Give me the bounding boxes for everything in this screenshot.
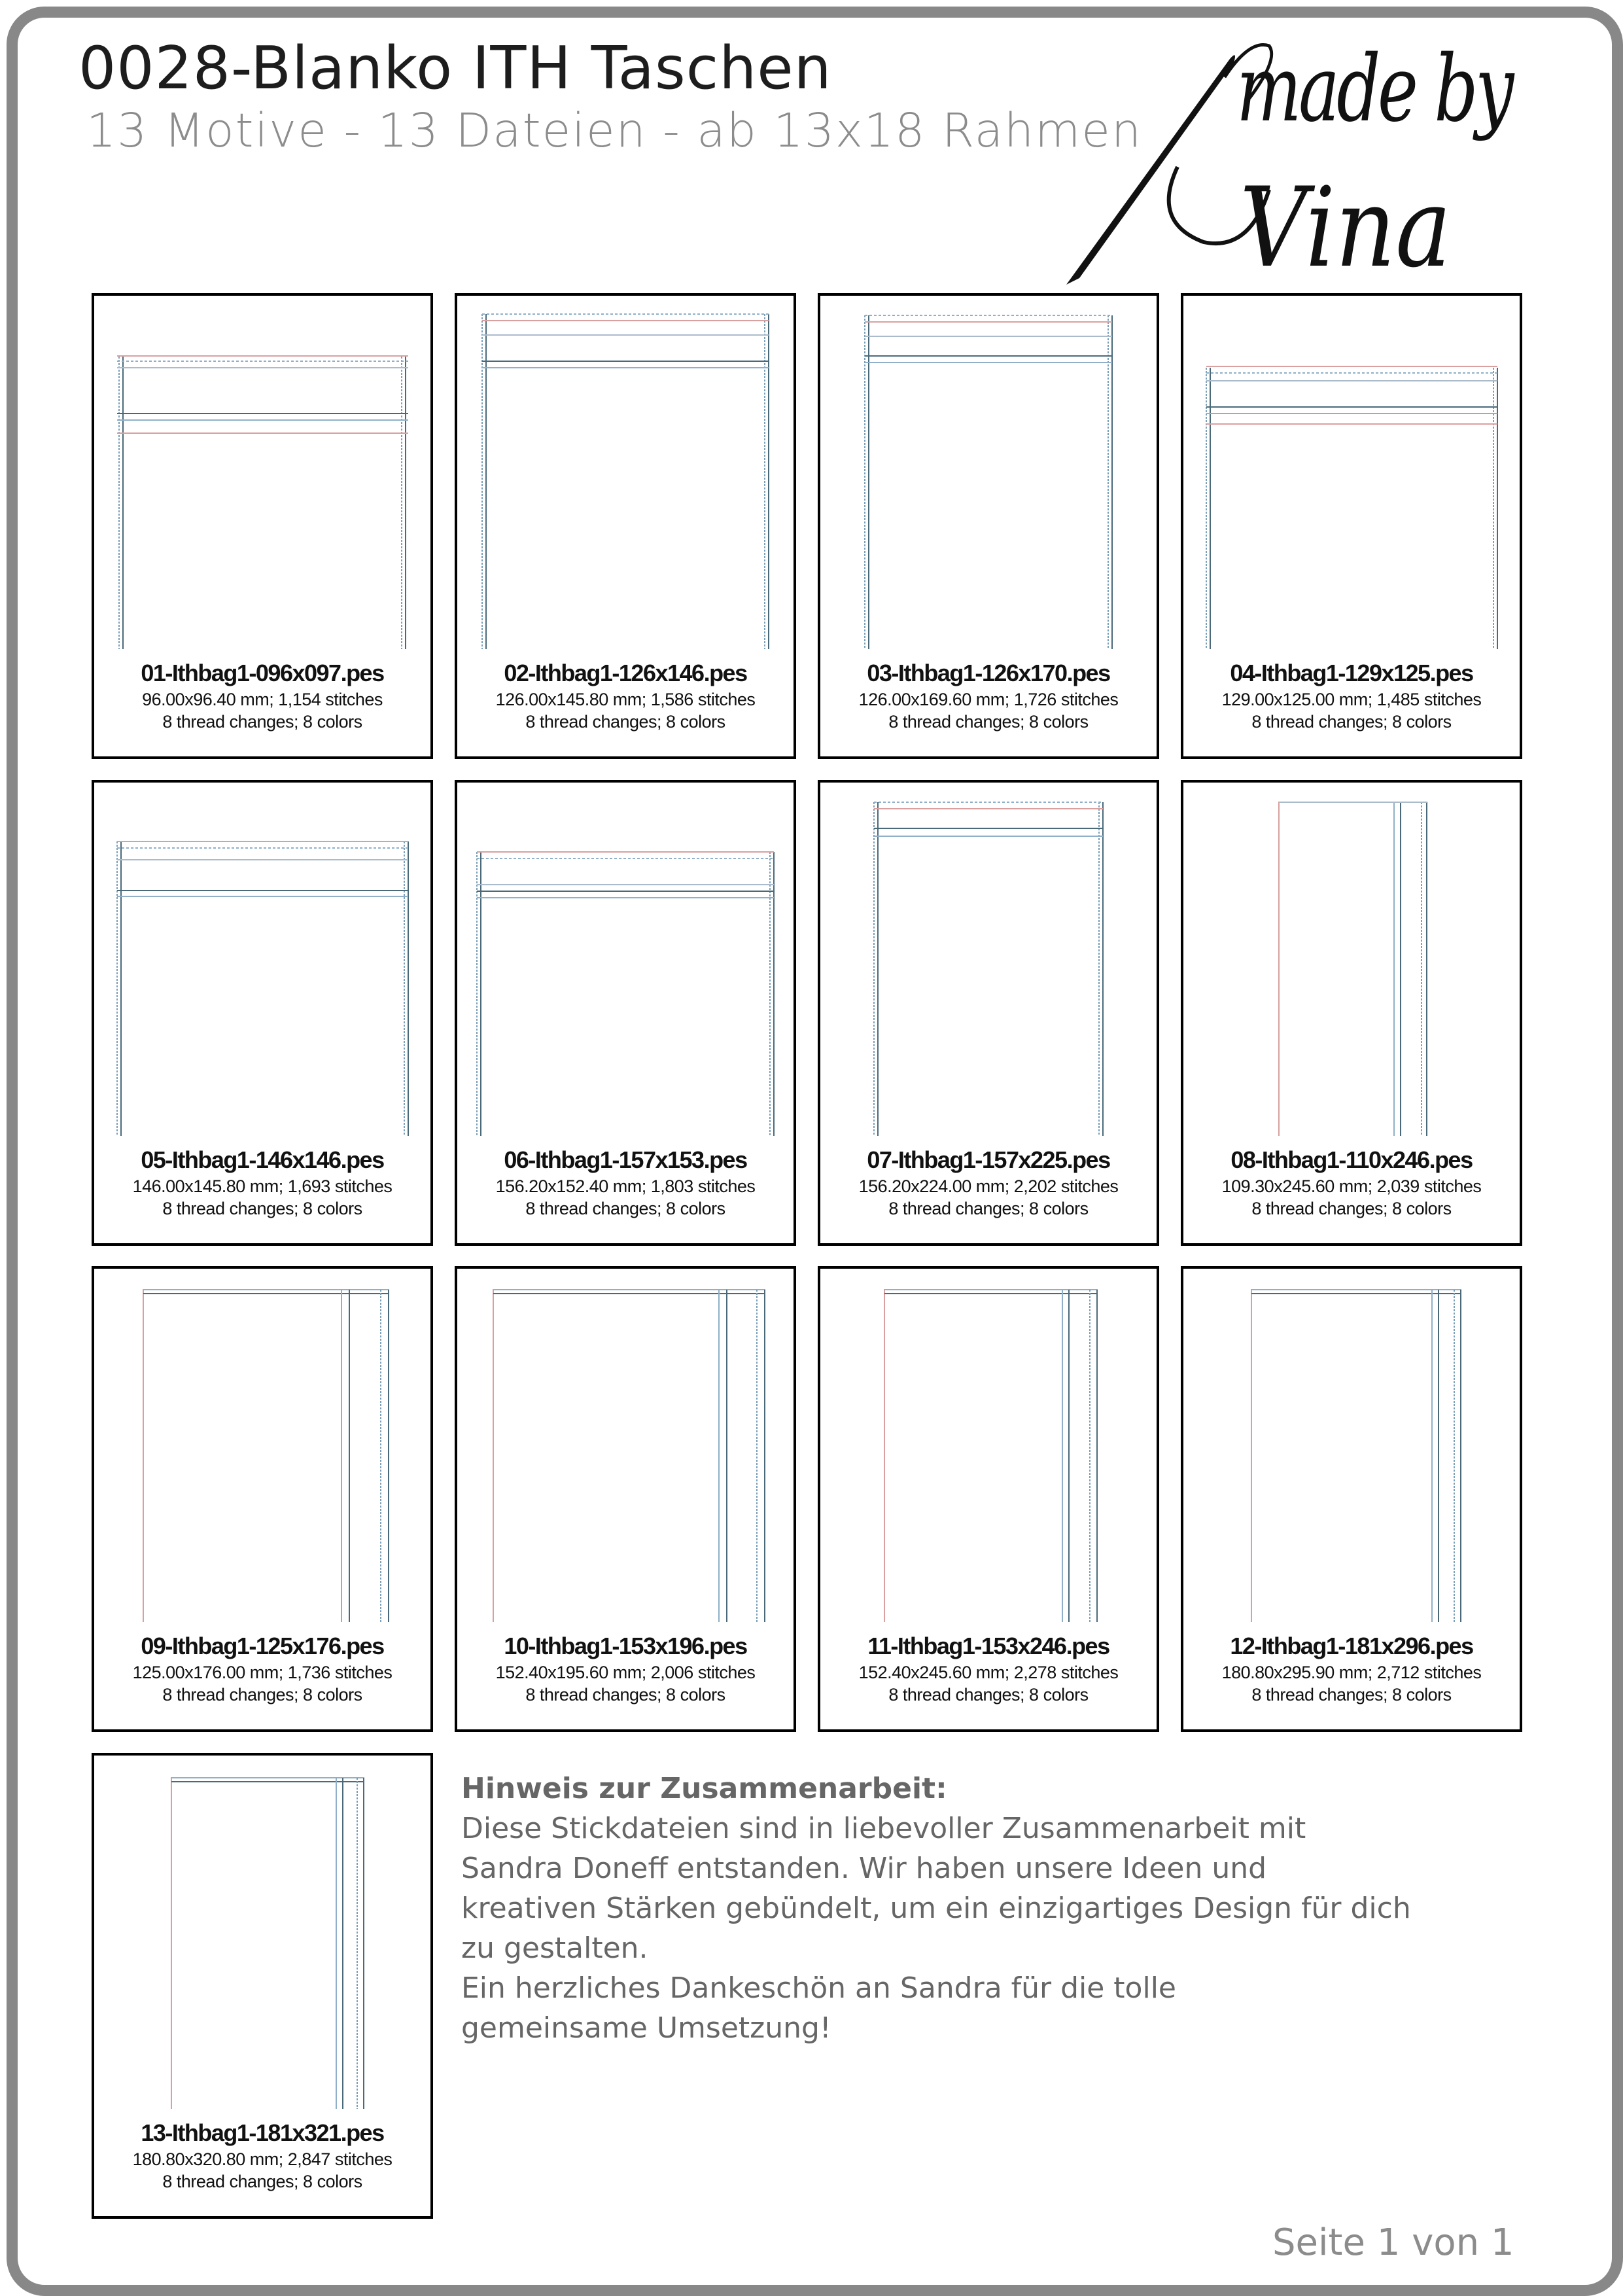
design-meta: 152.40x245.60 mm; 2,278 stitches 8 thread changes; 8 colors <box>858 1663 1119 1704</box>
page-number: Seite 1 von 1 <box>1272 2221 1514 2264</box>
design-file-name: 01-Ithbag1-096x097.pes <box>141 660 384 686</box>
design-file-name: 03-Ithbag1-126x170.pes <box>867 660 1110 686</box>
design-card <box>92 1753 433 2219</box>
note-line: gemeinsame Umsetzung! <box>461 2011 831 2045</box>
design-preview <box>94 296 430 649</box>
design-card <box>455 293 796 759</box>
design-file-name: 05-Ithbag1-146x146.pes <box>141 1146 384 1173</box>
note-line: Sandra Doneff entstanden. Wir haben unsere Ideen und <box>461 1852 1267 1885</box>
design-preview <box>457 296 794 649</box>
note-heading: Hinweis zur Zusammenarbeit: <box>461 1772 947 1805</box>
design-preview <box>1183 1269 1520 1622</box>
design-card <box>455 780 796 1246</box>
design-meta: 156.20x224.00 mm; 2,202 stitches 8 thread changes; 8 colors <box>858 1176 1119 1218</box>
design-card <box>818 1266 1159 1732</box>
design-preview <box>457 783 794 1136</box>
design-meta: 146.00x145.80 mm; 1,693 stitches 8 thread changes; 8 colors <box>132 1176 393 1218</box>
design-card <box>92 293 433 759</box>
logo-text-vina: Vina <box>1240 164 1452 292</box>
design-preview <box>1183 783 1520 1136</box>
design-meta: 125.00x176.00 mm; 1,736 stitches 8 thread changes; 8 colors <box>132 1663 393 1704</box>
design-file-name: 12-Ithbag1-181x296.pes <box>1230 1633 1473 1659</box>
design-file-name: 02-Ithbag1-126x146.pes <box>504 660 747 686</box>
design-meta: 126.00x169.60 mm; 1,726 stitches 8 thread changes; 8 colors <box>858 690 1119 732</box>
design-meta: 126.00x145.80 mm; 1,586 stitches 8 thread changes; 8 colors <box>495 690 756 732</box>
design-meta: 156.20x152.40 mm; 1,803 stitches 8 thread changes; 8 colors <box>495 1176 756 1218</box>
note-line: kreativen Stärken gebündelt, um ein einzigartiges Design für dich <box>461 1892 1411 1925</box>
design-file-name: 04-Ithbag1-129x125.pes <box>1230 660 1473 686</box>
design-meta: 129.00x125.00 mm; 1,485 stitches 8 thread changes; 8 colors <box>1221 690 1482 732</box>
page-title: 0028-Blanko ITH Taschen <box>79 34 832 103</box>
logo-text-made-by: made by <box>1236 36 1511 143</box>
design-card <box>1181 780 1522 1246</box>
design-card <box>1181 293 1522 759</box>
design-preview <box>94 1269 430 1622</box>
design-file-name: 13-Ithbag1-181x321.pes <box>141 2119 384 2146</box>
design-preview <box>820 296 1157 649</box>
design-preview <box>457 1269 794 1622</box>
design-meta: 152.40x195.60 mm; 2,006 stitches 8 thread changes; 8 colors <box>495 1663 756 1704</box>
design-preview <box>820 783 1157 1136</box>
design-file-name: 06-Ithbag1-157x153.pes <box>504 1146 747 1173</box>
design-card <box>1181 1266 1522 1732</box>
design-file-name: 08-Ithbag1-110x246.pes <box>1230 1146 1473 1173</box>
note-line: Diese Stickdateien sind in liebevoller Zusammenarbeit mit <box>461 1812 1306 1845</box>
design-file-name: 09-Ithbag1-125x176.pes <box>141 1633 384 1659</box>
design-file-name: 11-Ithbag1-153x246.pes <box>867 1633 1109 1659</box>
note-line: zu gestalten. <box>461 1932 648 1965</box>
design-card <box>92 780 433 1246</box>
design-meta: 180.80x295.90 mm; 2,712 stitches 8 thread changes; 8 colors <box>1221 1663 1482 1704</box>
design-meta: 96.00x96.40 mm; 1,154 stitches 8 thread changes; 8 colors <box>142 690 383 732</box>
page-subtitle: 13 Motive - 13 Dateien - ab 13x18 Rahmen <box>86 103 1142 158</box>
design-card <box>455 1266 796 1732</box>
design-preview <box>94 1756 430 2109</box>
design-file-name: 07-Ithbag1-157x225.pes <box>867 1146 1110 1173</box>
design-file-name: 10-Ithbag1-153x196.pes <box>504 1633 747 1659</box>
design-preview <box>1183 296 1520 649</box>
collaboration-note <box>461 1769 1573 2048</box>
note-line: Ein herzliches Dankeschön an Sandra für die tolle <box>461 1971 1176 2005</box>
design-card <box>92 1266 433 1732</box>
design-meta: 109.30x245.60 mm; 2,039 stitches 8 thread changes; 8 colors <box>1221 1176 1482 1218</box>
design-preview <box>94 783 430 1136</box>
design-preview <box>820 1269 1157 1622</box>
design-card <box>818 293 1159 759</box>
design-meta: 180.80x320.80 mm; 2,847 stitches 8 thread changes; 8 colors <box>132 2149 393 2191</box>
design-card <box>818 780 1159 1246</box>
